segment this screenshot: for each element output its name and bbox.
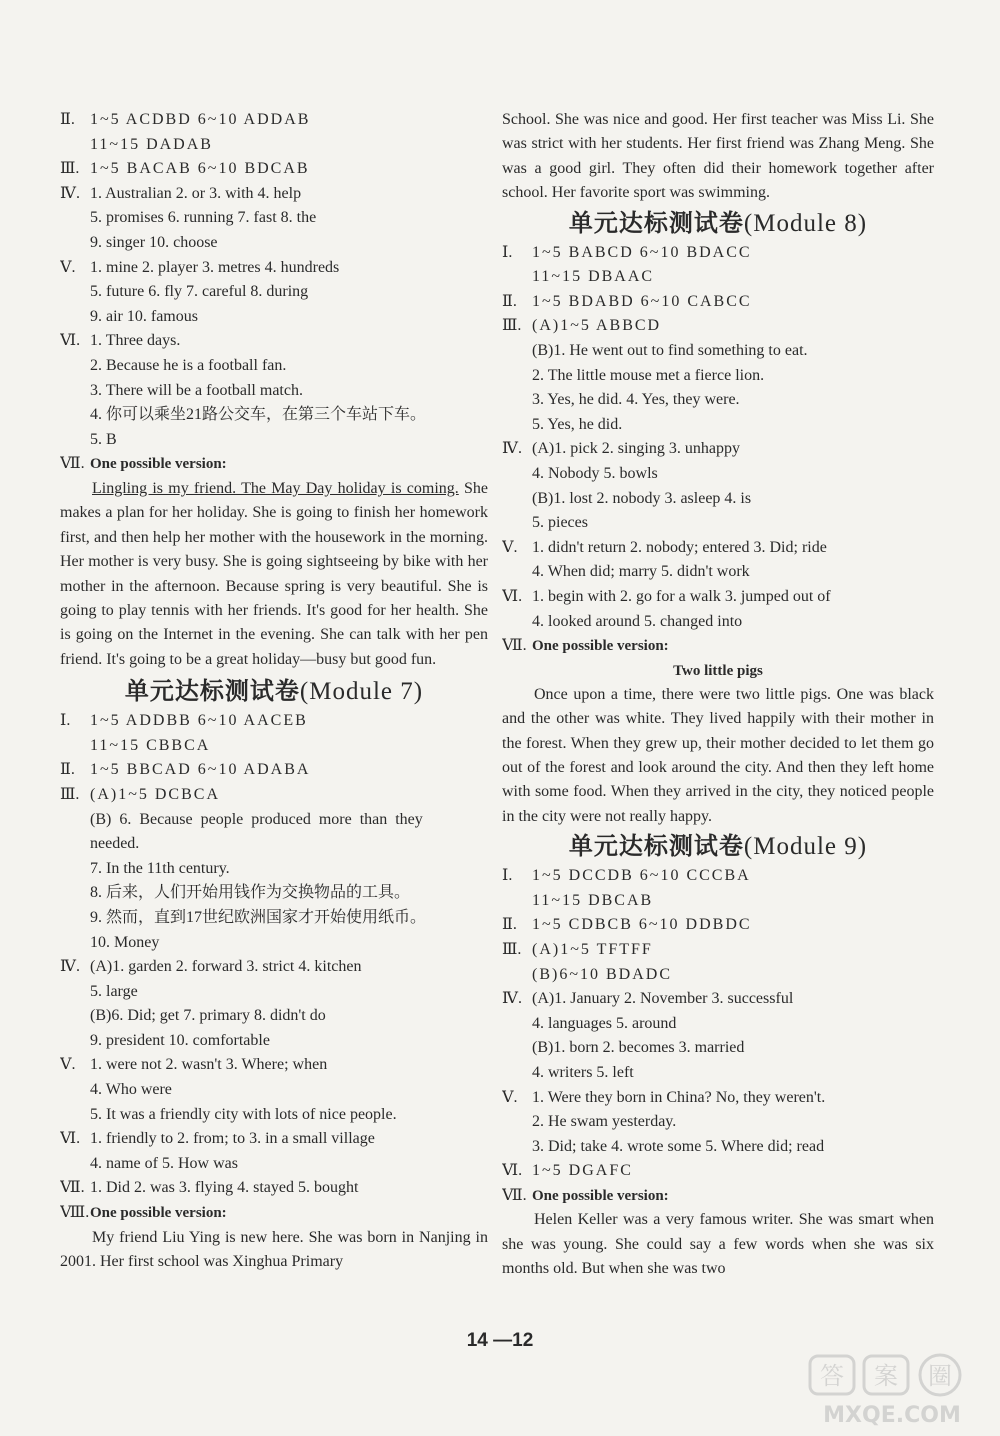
answer-line	[502, 1184, 934, 1209]
answer-line	[60, 157, 488, 182]
answer-text: 5. promises 6. running 7. fast 8. the	[90, 209, 317, 227]
answer-line	[502, 487, 934, 512]
section-numeral: Ⅳ.	[60, 958, 80, 976]
essay-lingling	[60, 477, 488, 672]
answer-line	[60, 231, 488, 256]
answer-text: 9. singer 10. choose	[90, 233, 218, 251]
answer-line	[60, 403, 488, 428]
heading-module: (Module 7)	[299, 678, 424, 706]
answer-text: 1~5 BBCAD 6~10 ADABA	[90, 761, 311, 779]
answer-text: 5. It was a friendly city with lots of nice people.	[90, 1105, 397, 1123]
heading-module: (Module 8)	[743, 209, 868, 237]
answer-line	[60, 808, 488, 833]
answer-line	[502, 610, 934, 635]
answer-line	[502, 1159, 934, 1184]
answer-text: 1~5 CDBCB 6~10 DDBDC	[532, 916, 752, 934]
answer-line	[502, 388, 934, 413]
answer-text: 1~5 BABCD 6~10 BDACC	[532, 243, 752, 261]
essay-underlined-opening: Lingling is my friend. The May Day holiday is coming.	[92, 479, 459, 497]
answer-text: 4. Nobody 5. bowls	[532, 464, 658, 482]
answer-text: (B)1. lost 2. nobody 3. asleep 4. is	[532, 489, 752, 507]
answer-text: 5. pieces	[532, 514, 588, 532]
answer-text: 11~15 DBCAB	[532, 891, 654, 909]
answer-line	[60, 931, 488, 956]
answer-line	[60, 1078, 488, 1103]
svg-text:案: 案	[874, 1362, 898, 1390]
answer-text: 4. looked around 5. changed into	[532, 612, 743, 630]
svg-text:答: 答	[820, 1362, 844, 1390]
answer-line	[60, 881, 488, 906]
answer-text: 2. The little mouse met a fierce lion.	[532, 366, 765, 384]
answer-line	[60, 256, 488, 281]
answer-text: 5. Yes, he did.	[532, 415, 623, 433]
heading-cn: 单元达标测试卷	[124, 677, 300, 706]
answer-line	[60, 832, 488, 857]
section-numeral: Ⅱ.	[502, 292, 517, 310]
module8-answer-lines	[502, 241, 934, 659]
answer-text: 11~15 CBBCA	[90, 736, 211, 754]
answer-text: One possible version:	[532, 1187, 669, 1204]
answer-line	[502, 364, 934, 389]
answer-text: 11~15 DBAAC	[532, 268, 655, 286]
answer-text: 4. When did; marry 5. didn't work	[532, 563, 750, 581]
section-numeral: Ⅴ.	[60, 1056, 76, 1074]
answer-text: 9. 然而，直到17世纪欧洲国家才开始使用纸币。	[90, 908, 427, 926]
answer-text: 7. In the 11th century.	[90, 859, 230, 877]
section-numeral: Ⅱ.	[60, 761, 75, 779]
answer-line	[60, 354, 488, 379]
answer-line	[60, 758, 488, 783]
module6-answer-lines	[60, 108, 488, 477]
essay-body: Helen Keller was a very famous writer. She was smart when she was young. She could say a few words when she was six months old. But when she was two	[502, 1211, 934, 1278]
section-numeral: Ⅱ.	[60, 111, 75, 128]
answer-text: (A)1. garden 2. forward 3. strict 4. kitchen	[90, 958, 362, 976]
answer-text: (A)1~5 DCBCA	[90, 785, 220, 803]
section-numeral: Ⅲ.	[60, 785, 80, 803]
answer-text: 4. writers 5. left	[532, 1063, 634, 1081]
answer-text: 1~5 DCCDB 6~10 CCCBA	[532, 867, 751, 885]
answer-text: One possible version:	[90, 456, 227, 473]
heading-module: (Module 9)	[743, 833, 868, 861]
answer-line	[502, 963, 934, 988]
answer-text: (B) 6. Because people produced more than they	[90, 810, 423, 828]
answer-line	[60, 709, 488, 734]
answer-line	[60, 182, 488, 207]
section-numeral: Ⅵ.	[60, 1130, 81, 1148]
essay-liu-ying-start	[60, 1226, 488, 1275]
module7-answer-lines	[60, 709, 488, 807]
essay-helen-keller	[502, 1208, 934, 1281]
answer-line	[502, 511, 934, 536]
section-numeral: Ⅲ.	[60, 160, 80, 178]
answer-text: 1~5 BDABD 6~10 CABCC	[532, 292, 752, 310]
section-numeral: Ⅰ.	[502, 867, 513, 885]
answer-line	[502, 1135, 934, 1160]
answer-line	[60, 329, 488, 354]
answer-text: 11~15 DADAB	[90, 135, 213, 153]
answer-line	[502, 437, 934, 462]
story-two-little-pigs	[502, 683, 934, 829]
answer-text: 1. mine 2. player 3. metres 4. hundreds	[90, 258, 340, 276]
answer-text: needed.	[90, 835, 140, 853]
answer-text: 5. large	[90, 982, 138, 1000]
essay-body: My friend Liu Ying is new here. She was born in Nanjing in 2001. Her first school was Xinghua Primary	[60, 1228, 488, 1271]
answer-line	[60, 1201, 488, 1226]
answer-line	[60, 1152, 488, 1177]
answer-text: One possible version:	[90, 1205, 227, 1222]
answer-text: 8. 后来，人们开始用钱作为交换物品的工具。	[90, 884, 411, 902]
answer-text: 1. didn't return 2. nobody; entered 3. Did; ride	[532, 538, 827, 556]
answer-text: (B)6. Did; get 7. primary 8. didn't do	[90, 1007, 326, 1025]
answer-text: 3. Yes, he did. 4. Yes, they were.	[532, 391, 740, 409]
answer-text: 9. president 10. comfortable	[90, 1031, 270, 1049]
answer-line	[502, 413, 934, 438]
answer-line	[60, 133, 488, 158]
answer-line	[60, 955, 488, 980]
answer-line	[502, 913, 934, 938]
answer-line	[502, 339, 934, 364]
answer-text: (B)1. He went out to find something to eat.	[532, 342, 808, 359]
essay-liu-ying-end: School. She was nice and good. Her first teacher was Miss Li. She was strict with her students. Her first friend was Zhang Meng. She was a good girl. They often did their homework together after school. Her favorite sport was swimming.	[502, 111, 934, 202]
essay-body: She makes a plan for her holiday. She is going to finish her homework first, and then help her mother with the housework in the morning. Her mother is very busy. She is going sightseeing by bike with her mother in the afternoon. Because spring is very beautiful. She is going to play tennis with her friends. It's good for her health. She is going on the Internet in the evening. She can talk with her pen friend. It's going to be a great holiday—busy but good fun.	[60, 479, 488, 668]
answer-line	[60, 280, 488, 305]
answer-text: 2. Because he is a football fan.	[90, 356, 287, 374]
answer-line	[502, 462, 934, 487]
answer-line	[60, 428, 488, 453]
answer-line	[60, 305, 488, 330]
story-body: Once upon a time, there were two little pigs. One was black and the other was white. They lived happily with their mother in the forest. When they grew up, their mother decided to let them go out of the forest and look around the city. And then they left home with some food. When they arrived in the city, they noticed people in the city were not really happy.	[502, 685, 934, 825]
answer-text: 4. languages 5. around	[532, 1014, 677, 1032]
answer-line	[60, 1127, 488, 1152]
answer-text: 1. Three days.	[90, 332, 181, 350]
section-numeral: Ⅳ.	[60, 184, 80, 202]
answer-line	[502, 634, 934, 659]
answer-line	[60, 1103, 488, 1128]
heading-module-7	[60, 674, 488, 709]
answer-text: (A)1~5 TFTFF	[532, 940, 653, 958]
svg-text:圈: 圈	[928, 1362, 952, 1390]
answer-line	[60, 1176, 488, 1201]
answer-line	[60, 734, 488, 759]
answer-line	[502, 1061, 934, 1086]
answer-line	[502, 560, 934, 585]
section-numeral: Ⅲ.	[502, 940, 522, 958]
svg-text:MXQE.COM: MXQE.COM	[823, 1403, 961, 1428]
answer-text: 1. begin with 2. go for a walk 3. jumped out of	[532, 587, 831, 605]
heading-cn: 单元达标测试卷	[568, 832, 744, 861]
answer-line	[502, 1110, 934, 1135]
left-column	[60, 108, 488, 1274]
answer-text: 1~5 BACAB 6~10 BDCAB	[90, 160, 310, 178]
answer-text: 1. friendly to 2. from; to 3. in a small village	[90, 1130, 375, 1148]
right-column	[502, 108, 934, 1282]
section-numeral: Ⅰ.	[502, 243, 513, 261]
answer-text: 10. Money	[90, 933, 160, 951]
answer-line	[502, 314, 934, 339]
answer-line	[60, 783, 488, 808]
section-numeral: Ⅳ.	[502, 990, 522, 1008]
section-numeral: Ⅵ.	[502, 587, 523, 605]
section-numeral: Ⅳ.	[502, 440, 522, 458]
answer-line	[502, 987, 934, 1012]
answer-line	[60, 1029, 488, 1054]
story-title: Two little pigs	[673, 662, 763, 679]
heading-module-9	[502, 829, 934, 864]
answer-line	[60, 206, 488, 231]
answer-text: 5. future 6. fly 7. careful 8. during	[90, 283, 309, 301]
heading-cn: 单元达标测试卷	[568, 208, 744, 237]
answer-text: (A)1~5 ABBCD	[532, 317, 662, 335]
answer-text: 2. He swam yesterday.	[532, 1113, 677, 1131]
section-numeral: Ⅰ.	[60, 712, 71, 730]
answer-text: (B)1. born 2. becomes 3. married	[532, 1039, 745, 1057]
answer-text: (A)1. January 2. November 3. successful	[532, 990, 794, 1008]
section-numeral: Ⅶ.	[60, 1179, 85, 1197]
answer-line	[502, 536, 934, 561]
section-numeral: Ⅵ.	[502, 1162, 523, 1180]
answer-line	[60, 379, 488, 404]
answer-text: 1~5 DGAFC	[532, 1162, 633, 1180]
section-numeral: Ⅴ.	[502, 1088, 518, 1106]
answer-line	[502, 290, 934, 315]
answer-line	[502, 938, 934, 963]
section-numeral: Ⅶ.	[60, 455, 85, 473]
answer-text: 1~5 ACDBD 6~10 ADDAB	[90, 111, 311, 128]
section-numeral: Ⅷ.	[60, 1204, 90, 1222]
answer-text: 1~5 ADDBB 6~10 AACEB	[90, 712, 308, 730]
answer-line	[502, 1086, 934, 1111]
answer-line	[60, 108, 488, 133]
answer-line	[502, 889, 934, 914]
answer-line	[60, 857, 488, 882]
answer-text: 1. Were they born in China? No, they weren't.	[532, 1088, 826, 1106]
answer-text: 5. B	[90, 430, 117, 448]
answer-text: 4. name of 5. How was	[90, 1154, 238, 1172]
module9-answer-lines	[502, 864, 934, 1208]
answer-text: 4. Who were	[90, 1081, 172, 1099]
answer-text: 1. were not 2. wasn't 3. Where; when	[90, 1056, 328, 1074]
answer-text: (A)1. pick 2. singing 3. unhappy	[532, 440, 740, 458]
page-number: 14 —12	[466, 1330, 534, 1351]
heading-module-8	[502, 206, 934, 241]
section-numeral: Ⅵ.	[60, 332, 81, 350]
section-numeral: Ⅶ.	[502, 637, 527, 655]
answer-line	[502, 1036, 934, 1061]
answer-text: 3. There will be a football match.	[90, 381, 303, 399]
answer-text: 1. Australian 2. or 3. with 4. help	[90, 184, 302, 202]
answer-text: 1. Did 2. was 3. flying 4. stayed 5. bought	[90, 1179, 359, 1197]
section-numeral: Ⅲ.	[502, 317, 522, 335]
answer-line	[60, 906, 488, 931]
answer-text: 9. air 10. famous	[90, 307, 198, 325]
section-numeral: Ⅶ.	[502, 1186, 527, 1204]
answer-line	[502, 241, 934, 266]
answer-line	[502, 585, 934, 610]
module7-answer-lines-2	[60, 857, 488, 1226]
answer-line	[502, 1012, 934, 1037]
answer-line	[502, 864, 934, 889]
answer-line	[60, 1053, 488, 1078]
answer-line	[60, 452, 488, 477]
answer-text: 4. 你可以乘坐21路公交车，在第三个车站下车。	[90, 406, 427, 424]
answer-text: 3. Did; take 4. wrote some 5. Where did; read	[532, 1137, 825, 1155]
section-numeral: Ⅴ.	[502, 538, 518, 556]
answer-text: One possible version:	[532, 638, 669, 655]
section-numeral: Ⅴ.	[60, 258, 76, 276]
answer-text: (B)6~10 BDADC	[532, 965, 672, 983]
section-numeral: Ⅱ.	[502, 916, 517, 934]
answer-line	[60, 980, 488, 1005]
answer-line	[502, 265, 934, 290]
watermark-logo	[802, 1350, 982, 1430]
answer-line	[60, 1004, 488, 1029]
